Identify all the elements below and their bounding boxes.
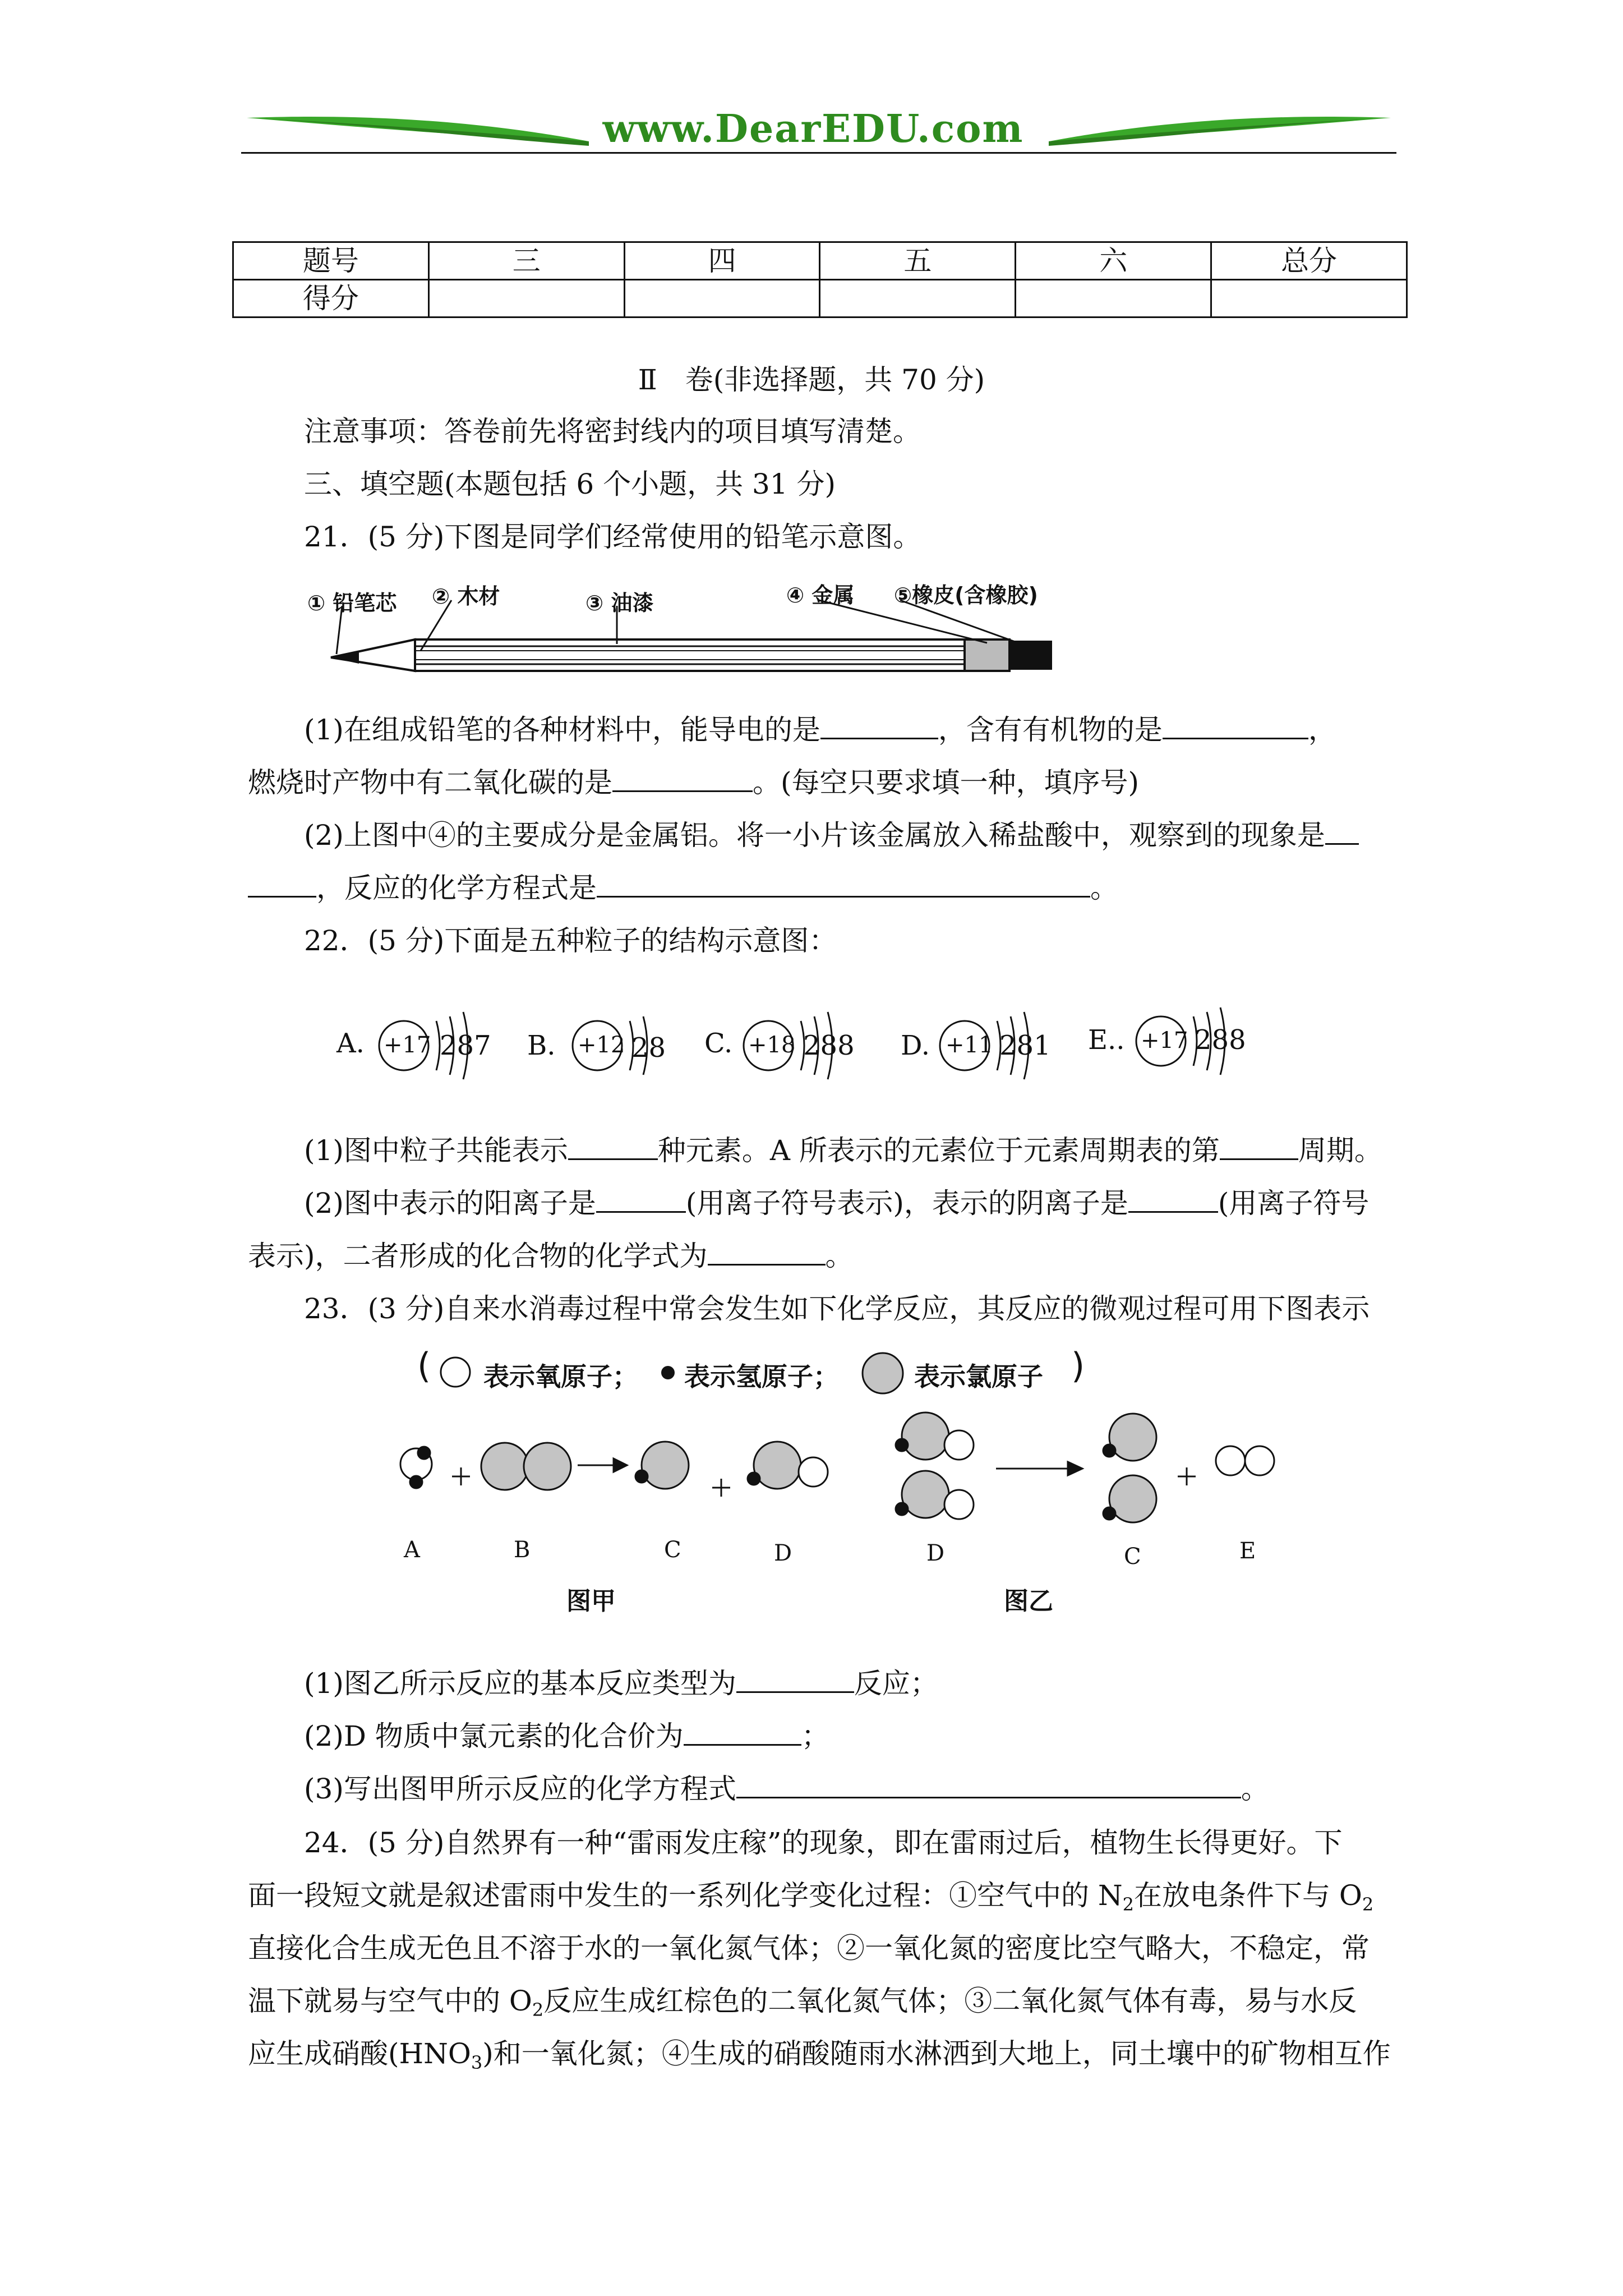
- q24-line4: 温下就易与空气中的 $O_2$反应生成红棕色的二氧化氮气体；③二氧化氮气体有毒，易与水反: [248, 1985, 1357, 2021]
- q22-part2-line1: (2)图中表示的阳离子是 (用离子符号表示)，表示的阴离子是 (用离子符号: [304, 1187, 1370, 1220]
- pencil-label-metal: ④ 金属: [786, 583, 855, 608]
- part-heading: 三、填空题(本题包括 6 个小题，共 31 分): [304, 468, 836, 500]
- particle-c-electrons: 288: [803, 1030, 855, 1061]
- answer-blank[interactable]: [596, 1189, 686, 1213]
- pencil-label-lead: ① 铅笔芯: [307, 591, 397, 615]
- particle-c-label: C.: [704, 1028, 733, 1059]
- score-cell[interactable]: [1016, 280, 1211, 318]
- pencil-label-wood: ② 木材: [432, 584, 500, 609]
- score-cell[interactable]: [1211, 280, 1407, 318]
- q21-stem: 21．(5 分)下图是同学们经常使用的铅笔示意图。: [304, 521, 921, 553]
- table-cell: 题号: [233, 242, 429, 280]
- fig-jia-label-b: B: [514, 1537, 531, 1563]
- legend-chlorine-text: 表示氯原子: [914, 1361, 1043, 1392]
- q23-part3: (3)写出图甲所示反应的化学方程式 。: [304, 1773, 1269, 1805]
- header-rule: [241, 152, 1396, 154]
- q22-stem: 22．(5 分)下面是五种粒子的结构示意图：: [304, 924, 837, 957]
- answer-blank[interactable]: [736, 1669, 854, 1693]
- answer-blank[interactable]: [1163, 715, 1308, 739]
- q23-part1: (1)图乙所示反应的基本反应类型为 反应；: [304, 1667, 938, 1700]
- pencil-label-paint: ③ 油漆: [585, 591, 654, 615]
- particle-b-nucleus: +12: [578, 1032, 625, 1058]
- answer-blank[interactable]: [820, 715, 938, 739]
- answer-blank[interactable]: [612, 768, 753, 792]
- hydrogen-atom-icon: [660, 1364, 676, 1381]
- section-title: Ⅱ 卷(非选择题，共 70 分): [638, 364, 985, 396]
- particle-a-electrons: 287: [440, 1030, 491, 1061]
- notice-text: 注意事项：答卷前先将密封线内的项目填写清楚。: [304, 415, 921, 448]
- answer-blank[interactable]: [597, 873, 1090, 898]
- q22-part1: (1)图中粒子共能表示 种元素。A 所表示的元素位于元素周期表的第 周期。: [304, 1134, 1382, 1167]
- particle-e-electrons: 288: [1195, 1024, 1246, 1056]
- score-table: [232, 241, 1408, 318]
- q21-part1-line2: 燃烧时产物中有二氧化碳的是 。(每空只要求填一种，填序号): [248, 766, 1140, 799]
- score-cell[interactable]: [428, 280, 624, 318]
- fig-yi-label-d: D: [926, 1540, 945, 1566]
- oxygen-atom-icon: [439, 1355, 472, 1389]
- fig-yi-caption: 图乙: [1004, 1587, 1053, 1616]
- answer-blank[interactable]: [708, 1241, 826, 1266]
- legend-paren-close: ): [1071, 1345, 1085, 1386]
- table-cell: 得分: [233, 280, 429, 318]
- particle-a-label: A.: [336, 1028, 365, 1059]
- answer-blank[interactable]: [1128, 1189, 1218, 1213]
- particle-d-label: D.: [901, 1030, 930, 1061]
- table-row: [233, 242, 1407, 280]
- legend-paren-open: (: [417, 1345, 431, 1386]
- legend-oxygen-text: 表示氧原子；: [483, 1361, 638, 1392]
- legend-hydrogen-text: 表示氢原子；: [684, 1361, 839, 1392]
- q23-stem: 23．(3 分)自来水消毒过程中常会发生如下化学反应，其反应的微观过程可用下图表示: [304, 1292, 1370, 1325]
- fig-jia-label-d: D: [774, 1540, 792, 1566]
- q22-part2-line2: 表示)，二者形成的化合物的化学式为 。: [248, 1240, 854, 1272]
- q21-part2-line2: ，反应的化学方程式是 。: [248, 862, 1118, 914]
- answer-blank[interactable]: [248, 873, 316, 898]
- fig-jia-label-c: C: [664, 1537, 681, 1563]
- particle-e-nucleus: +17: [1141, 1028, 1188, 1053]
- fig-yi-label-c: C: [1124, 1544, 1141, 1570]
- q24-line5: 应生成硝酸$(HNO_3)$和一氧化氮；④生成的硝酸随雨水淋洒到大地上，同土壤中的矿物相互作: [248, 2037, 1391, 2073]
- answer-blank[interactable]: [736, 1774, 1241, 1798]
- particle-b-label: B.: [527, 1030, 556, 1061]
- particle-a-nucleus: +17: [384, 1032, 431, 1058]
- table-cell: 五: [820, 242, 1016, 280]
- particle-d-electrons: 281: [999, 1030, 1051, 1061]
- score-cell[interactable]: [624, 280, 820, 318]
- chlorine-atom-icon: [860, 1351, 905, 1396]
- q23-part2: (2)D 物质中氯元素的化合价为 ；: [304, 1720, 829, 1752]
- table-row: [233, 280, 1407, 318]
- particle-b-electrons: 28: [631, 1032, 666, 1064]
- q24-line2: 面一段短文就是叙述雷雨中发生的一系列化学变化过程：①空气中的 $N_2$在放电条件下与 $O_2$: [248, 1879, 1374, 1915]
- q24-line1: 24．(5 分)自然界有一种“雷雨发庄稼”的现象，即在雷雨过后，植物生长得更好。下: [304, 1826, 1343, 1859]
- q24-line3: 直接化合生成无色且不溶于水的一氧化氮气体；②一氧化氮的密度比空气略大，不稳定，常: [248, 1932, 1370, 1964]
- table-cell: 总分: [1211, 242, 1407, 280]
- score-cell[interactable]: [820, 280, 1016, 318]
- answer-blank[interactable]: [1325, 821, 1359, 845]
- table-cell: 三: [428, 242, 624, 280]
- q21-part2-line1: (2)上图中④的主要成分是金属铝。将一小片该金属放入稀盐酸中，观察到的现象是: [304, 809, 1359, 862]
- reaction-diagrams: [387, 1402, 1307, 1548]
- fig-jia-label-a: A: [404, 1537, 420, 1563]
- answer-blank[interactable]: [684, 1722, 801, 1746]
- pencil-label-eraser: ⑤橡皮(含橡胶): [894, 583, 1038, 608]
- answer-blank[interactable]: [1220, 1136, 1298, 1160]
- table-cell: 六: [1016, 242, 1211, 280]
- particle-e-label: E..: [1088, 1024, 1125, 1056]
- particle-d-nucleus: +11: [946, 1032, 993, 1058]
- fig-jia-caption: 图甲: [566, 1587, 616, 1616]
- q21-part1-line1: (1)在组成铅笔的各种材料中，能导电的是 ，含有有机物的是 ，: [304, 714, 1336, 746]
- particle-c-nucleus: +18: [748, 1032, 796, 1058]
- table-cell: 四: [624, 242, 820, 280]
- answer-blank[interactable]: [568, 1136, 658, 1160]
- header-logo-text: www.DearEDU.com: [602, 107, 1024, 151]
- fig-yi-label-e: E: [1239, 1538, 1256, 1564]
